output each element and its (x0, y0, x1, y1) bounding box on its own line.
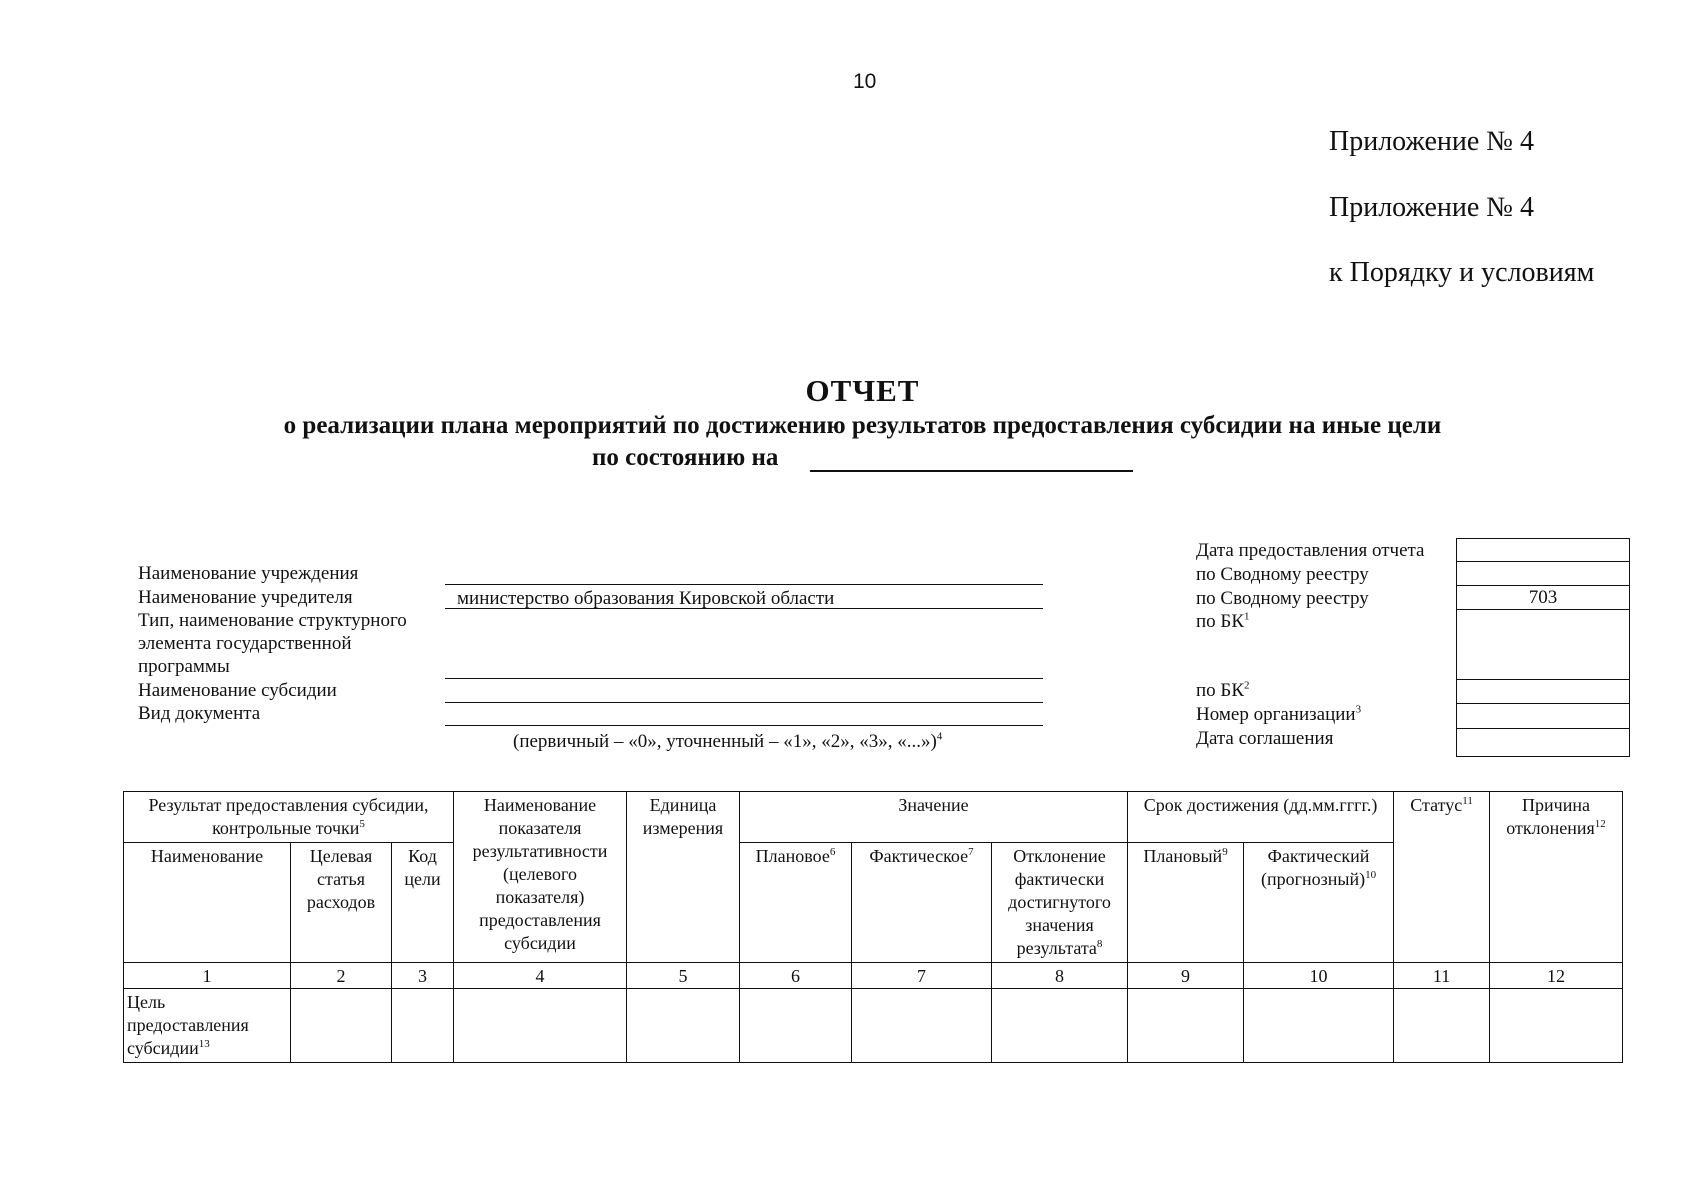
label-subsidy: Наименование субсидии (138, 680, 337, 701)
label-agreement-date: Дата соглашения (1196, 728, 1334, 749)
header-value: Значение (740, 792, 1128, 843)
table-row (124, 989, 1623, 1063)
column-number: 8 (992, 963, 1128, 989)
table-cell[interactable] (1128, 989, 1244, 1063)
label-report-date: Дата предоставления отчета (1196, 540, 1425, 561)
column-number: 11 (1394, 963, 1490, 989)
header-actual-deadline: Фактический (прогнозный)$^{10}$ (1244, 843, 1394, 963)
table-cell[interactable] (1394, 989, 1490, 1063)
column-number: 5 (627, 963, 740, 989)
header-goal-code: Код цели (392, 843, 454, 963)
label-org-number: Номер организации$^3$ (1196, 703, 1362, 725)
column-number: 12 (1490, 963, 1623, 989)
header-actual: Фактическое$^7$ (852, 843, 992, 963)
table-cell[interactable] (392, 989, 454, 1063)
label-institution: Наименование учреждения (138, 563, 359, 584)
report-table (123, 791, 1623, 1063)
label-program-3: программы (138, 656, 230, 677)
label-registry-1: по Сводному реестру (1196, 564, 1369, 585)
header-unit: Единица измерения (627, 792, 740, 963)
table-cell[interactable] (1490, 989, 1623, 1063)
appendix-line-3: к Порядку и условиям (1329, 257, 1595, 288)
header-deviation: Отклонение фактически достигнутого значения результата$^8$ (992, 843, 1128, 963)
column-number: 1 (124, 963, 291, 989)
codes-row-divider (1457, 585, 1629, 586)
table-cell[interactable] (291, 989, 392, 1063)
header-planned: Плановое$^6$ (740, 843, 852, 963)
codes-row-divider (1457, 728, 1629, 729)
table-cell[interactable] (992, 989, 1128, 1063)
table-cell[interactable] (740, 989, 852, 1063)
institution-field-line[interactable] (445, 584, 1043, 585)
registry-code-value: 703 (1528, 587, 1558, 608)
table-cell[interactable] (454, 989, 627, 1063)
column-number: 7 (852, 963, 992, 989)
codes-row-divider (1457, 561, 1629, 562)
header-planned-deadline: Плановый$^9$ (1128, 843, 1244, 963)
header-result: Результат предоставления субсидии, контрольные точки$^5$ (124, 792, 454, 843)
label-doc-type: Вид документа (138, 703, 261, 724)
column-number: 4 (454, 963, 627, 989)
report-as-of: по состоянию на (592, 444, 779, 471)
column-number: 6 (740, 963, 852, 989)
label-program-1: Тип, наименование структурного (138, 610, 407, 631)
doc-type-hint: (первичный – «0», уточненный – «1», «2», «3», «...»)$^4$ (513, 730, 943, 752)
column-number: 2 (291, 963, 392, 989)
appendix-line-2: Приложение № 4 (1329, 192, 1534, 223)
header-deadline: Срок достижения (дд.мм.гггг.) (1128, 792, 1394, 843)
header-expense-item: Целевая статья расходов (291, 843, 392, 963)
as-of-date-line[interactable] (810, 470, 1133, 472)
report-subtitle: о реализации плана мероприятий по достижению результатов предоставления субсидии на иные цели (283, 412, 1442, 439)
column-number: 9 (1128, 963, 1244, 989)
codes-row-divider (1457, 679, 1629, 680)
header-indicator: Наименование показателя результативности (целевого показателя) предоставления субсидии (454, 792, 627, 963)
table-cell[interactable] (1244, 989, 1394, 1063)
report-title: ОТЧЕТ (805, 373, 920, 408)
header-reason: Причина отклонения$^{12}$ (1490, 792, 1623, 963)
label-founder: Наименование учредителя (138, 587, 353, 608)
column-numbers-row (124, 963, 1623, 989)
program-field-line[interactable] (445, 678, 1043, 679)
codes-row-divider (1457, 703, 1629, 704)
header-name: Наименование (124, 843, 291, 963)
column-number: 3 (392, 963, 454, 989)
table-cell[interactable] (852, 989, 992, 1063)
label-bk-1: по $БК^1$ (1196, 610, 1250, 632)
table-cell[interactable] (627, 989, 740, 1063)
row-label-goal: Цель предоставления субсидии$^{13}$ (124, 989, 291, 1063)
header-status: Статус$^{11}$ (1394, 792, 1490, 963)
column-number: 10 (1244, 963, 1394, 989)
codes-row-divider (1457, 609, 1629, 610)
doc-type-field-line[interactable] (445, 725, 1043, 726)
codes-box (1456, 538, 1630, 757)
founder-value: министерство образования Кировской области (457, 588, 835, 609)
label-program-2: элемента государственной (138, 633, 352, 654)
page-number: 10 (853, 70, 877, 93)
label-registry-2: по Сводному реестру (1196, 588, 1369, 609)
appendix-line-1: Приложение № 4 (1329, 126, 1534, 157)
subsidy-field-line[interactable] (445, 702, 1043, 703)
label-bk-2: по $БК^2$ (1196, 679, 1250, 701)
